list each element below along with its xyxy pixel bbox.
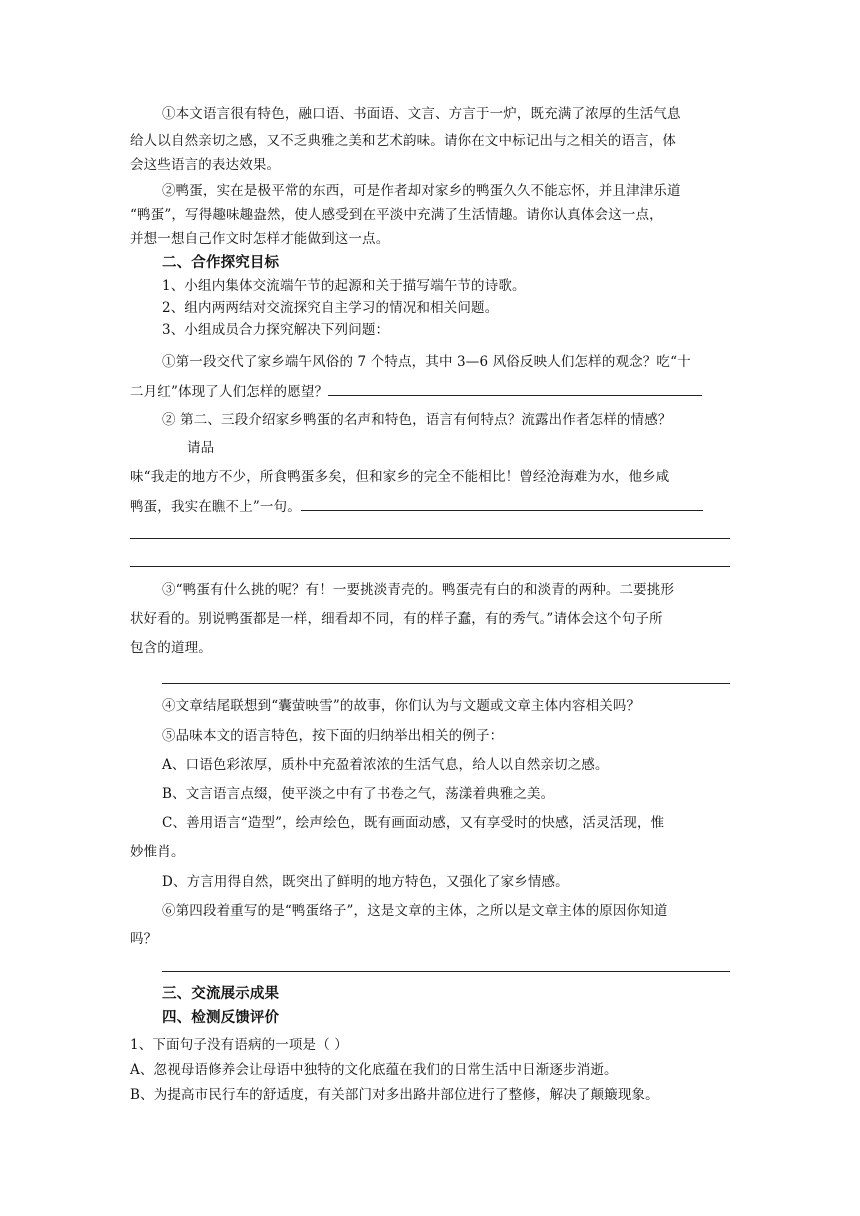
question-text: 鸭蛋，我实在瞧不上”一句。 — [130, 499, 301, 515]
option-line: 妙惟肖。 — [130, 844, 185, 860]
option-line: B、文言语言点缀，使平淡之中有了书卷之气，荡漾着典雅之美。 — [162, 786, 555, 802]
section-heading: 三、交流展示成果 — [162, 986, 280, 1002]
paragraph-line: “鸭蛋”，写得趣味趣盎然，使人感受到在平淡中充满了生活情趣。请你认真体会这一点， — [130, 207, 663, 223]
paragraph-line: ①本文语言很有特色，融口语、书面语、文言、方言于一炉，既充满了浓厚的生活气息 — [162, 106, 681, 122]
option-line: D、方言用得自然，既突出了鲜明的地方特色，又强化了家乡情感。 — [162, 874, 569, 890]
section-heading: 二、合作探究目标 — [162, 255, 280, 271]
option-line: C、善用语言“造型”，绘声绘色，既有画面动感，又有享受时的快感，活灵活现，惟 — [162, 815, 665, 831]
answer-line[interactable] — [328, 381, 702, 396]
question-line: ⑥第四段着重写的是“鸭蛋络子”，这是文章的主体，之所以是文章主体的原因你知道 — [162, 903, 668, 919]
option-line: A、口语色彩浓厚，质朴中充盈着浓浓的生活气息，给人以自然亲切之感。 — [162, 757, 609, 773]
answer-line[interactable] — [301, 496, 703, 511]
paragraph-line: ②鸭蛋，实在是极平常的东西，可是作者却对家乡的鸭蛋久久不能忘怀，并且津津乐道 — [162, 183, 681, 199]
answer-line[interactable] — [130, 566, 730, 567]
question-line: 请品 — [187, 440, 215, 456]
question-line: ④文章结尾联想到“囊萤映雪”的故事，你们认为与文题或文章主体内容相关吗？ — [162, 698, 641, 714]
answer-line[interactable] — [162, 971, 730, 972]
answer-line[interactable] — [130, 538, 730, 539]
option-line: B、为提高市民行车的舒适度，有关部门对多出路井部位进行了整修，解决了颠簸现象。 — [130, 1087, 659, 1103]
question-line: ③“鸭蛋有什么挑的呢？有！一要挑淡青壳的。鸭蛋壳有白的和淡青的两种。二要挑形 — [162, 582, 675, 598]
paragraph-line: 给人以自然亲切之感，又不乏典雅之美和艺术韵味。请你在文中标记出与之相关的语言，体 — [130, 133, 676, 149]
list-item: 1、小组内集体交流端午节的起源和关于描写端午节的诗歌。 — [162, 278, 526, 294]
question-line: 味“我走的地方不少，所食鸭蛋多矣，但和家乡的完全不能相比！曾经沧海难为水，他乡咸 — [130, 469, 670, 485]
question-line: 吗？ — [130, 931, 158, 947]
question-line — [130, 381, 730, 402]
list-item: 2、组内两两结对交流探究自主学习的情况和相关问题。 — [162, 300, 499, 316]
question-line: ② 第二、三段介绍家乡鸭蛋的名声和特色，语言有何特点？流露出作者怎样的情感？ — [162, 412, 672, 428]
option-line: A、忽视母语修养会让母语中独特的文化底蕴在我们的日常生活中日渐逐步消逝。 — [130, 1062, 618, 1078]
question-line: ①第一段交代了家乡端午风俗的 7 个特点，其中 3—6 风俗反映人们怎样的观念？吃“十 — [162, 354, 691, 370]
paragraph-line: 会这些语言的表达效果。 — [130, 157, 281, 173]
section-heading: 四、检测反馈评价 — [162, 1010, 280, 1026]
paragraph-line: 并想一想自己作文时怎样才能做到这一点。 — [130, 231, 390, 247]
question-text: 二月红”体现了人们怎样的愿望？ — [130, 384, 329, 400]
list-item: 3、小组成员合力探究解决下列问题： — [162, 322, 390, 338]
question-line: 状好看的。别说鸭蛋都是一样，细看却不同，有的样子蠢，有的秀气。”请体会这个句子所 — [130, 611, 663, 627]
question-line: 包含的道理。 — [130, 640, 212, 656]
question-line — [130, 496, 730, 517]
question-line: 1、下面句子没有语病的一项是（ ） — [130, 1037, 348, 1053]
answer-line[interactable] — [162, 683, 730, 684]
question-line: ⑤品味本文的语言特色，按下面的归纳举出相关的例子： — [162, 728, 504, 744]
